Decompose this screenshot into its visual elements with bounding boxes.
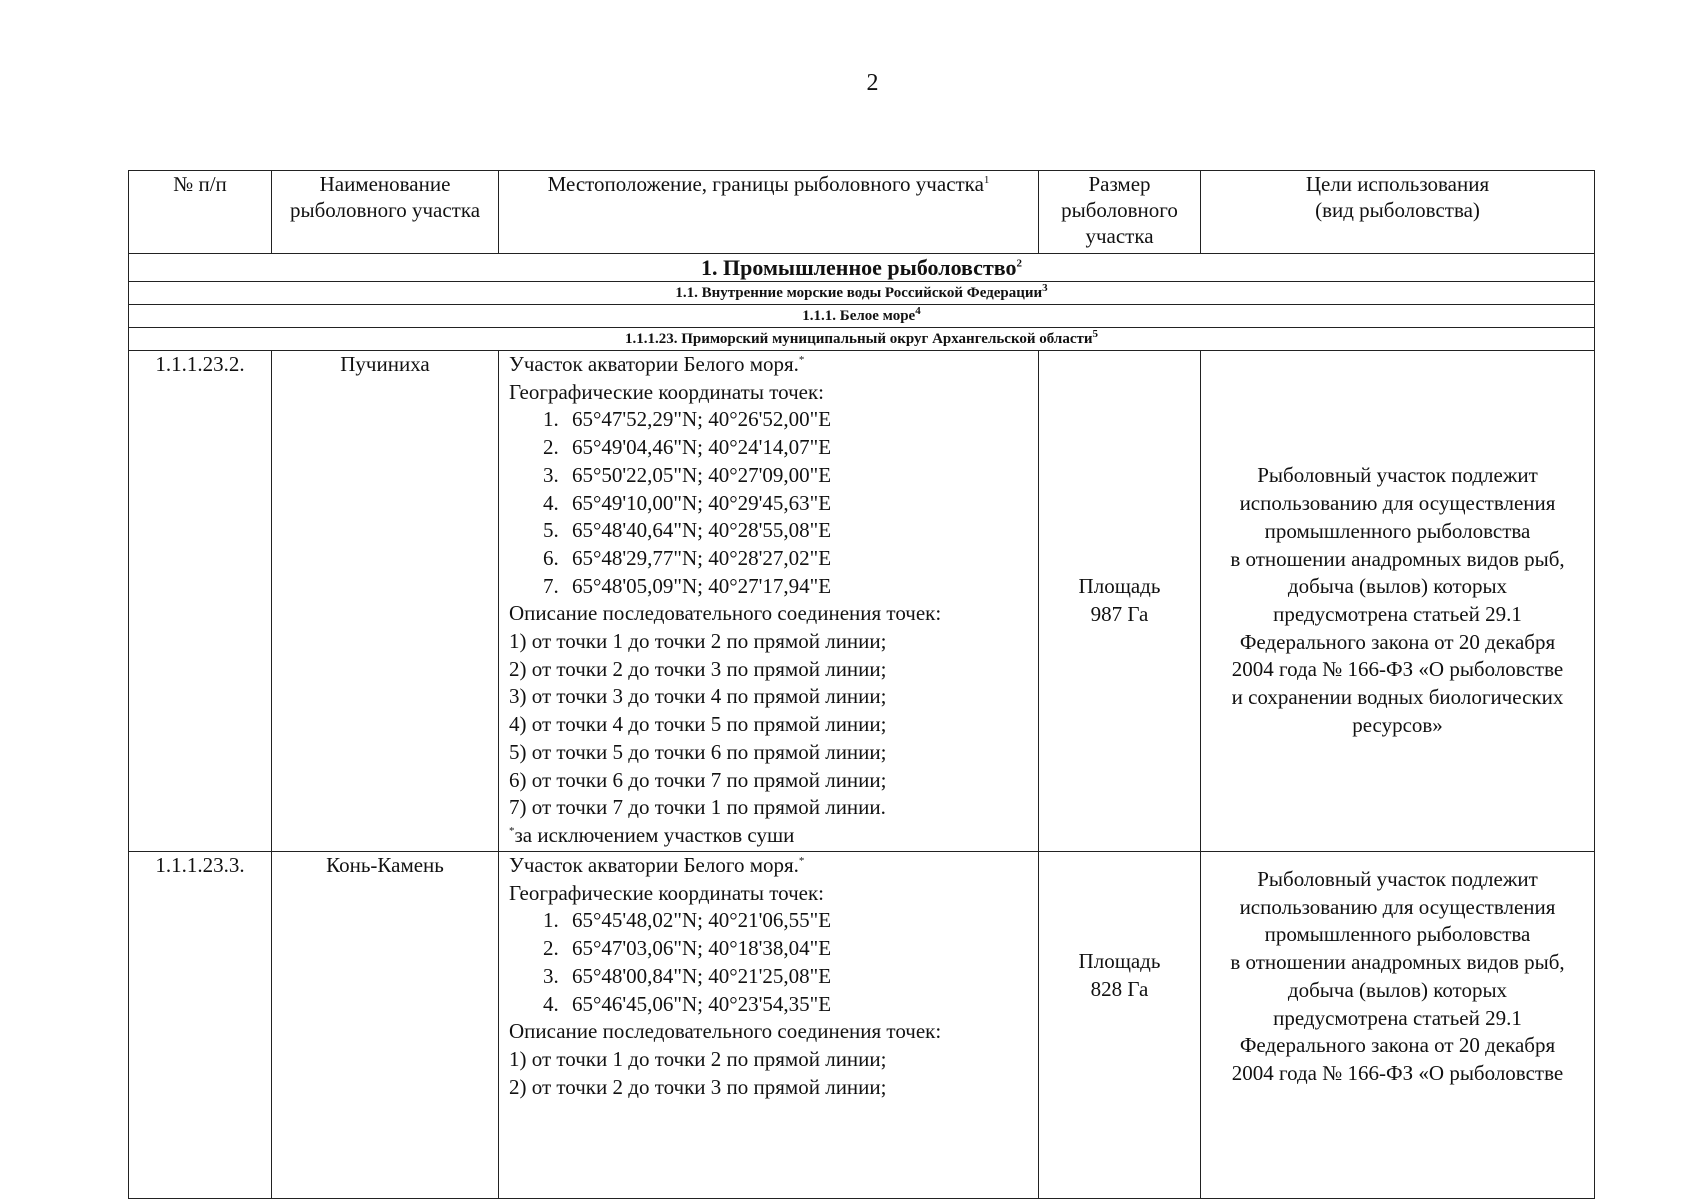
coords-label: Географические координаты точек:: [509, 379, 824, 404]
header-num: № п/п: [129, 171, 272, 254]
coord-item: 7. 65°48'05,09"N; 40°27'17,94"E: [564, 573, 1034, 601]
connection-item: 2) от точки 2 до точки 3 по прямой линии;: [509, 1074, 887, 1099]
goal-line: промышленного рыболовства: [1264, 518, 1531, 543]
area-size: [1039, 852, 1201, 1199]
section-heading-note: 3: [1042, 282, 1048, 294]
location-intro: [509, 351, 1034, 379]
goal-line: Рыболовный участок подлежит: [1257, 867, 1538, 891]
goal-line: в отношении анадромных видов рыб,: [1230, 950, 1565, 975]
area-goal: [1201, 852, 1595, 1199]
goal-line: ресурсов»: [1352, 712, 1443, 737]
goal-line: использованию для осуществления: [1239, 894, 1556, 919]
header-goal: [1201, 171, 1595, 254]
area-size-label: Площадь: [1078, 574, 1161, 599]
goal-line: Федерального закона от 20 декабря: [1239, 629, 1556, 654]
location-intro-note: *: [798, 354, 805, 366]
header-location-note: 1: [983, 174, 990, 186]
area-size-value: 828 Га: [1090, 976, 1149, 1001]
section-row: [129, 254, 1595, 282]
area-size-value: 987 Га: [1090, 602, 1149, 626]
goal-line: Рыболовный участок подлежит: [1257, 463, 1538, 488]
coord-item: 3. 65°50'22,05"N; 40°27'09,00"E: [564, 462, 1034, 490]
location-intro-text: Участок акватории Белого моря.: [509, 853, 799, 877]
connection-item: 6) от точки 6 до точки 7 по прямой линии;: [509, 767, 887, 792]
coords-list: [509, 406, 1034, 600]
header-name: Наименование рыболовного участка: [272, 171, 499, 254]
fishing-areas-table: [128, 170, 1595, 1199]
section-heading-text: 1. Промышленное рыболовство: [701, 255, 1017, 280]
header-location: [499, 171, 1039, 254]
footnote-text: за исключением участков суши: [514, 822, 795, 847]
section-heading-note: 5: [1092, 328, 1099, 340]
coord-item: 1. 65°47'52,29"N; 40°26'52,00"E: [564, 406, 1034, 434]
header-goal-line1: Цели использования: [1305, 172, 1490, 196]
area-name: Пучиниха: [272, 351, 499, 852]
header-size: Размер рыболовного участка: [1039, 171, 1201, 254]
connect-label: Описание последовательного соединения точек:: [509, 601, 942, 626]
goal-line: предусмотрена статьей 29.1: [1273, 1005, 1522, 1030]
table-row: [129, 852, 1595, 1199]
area-name: Конь-Камень: [272, 852, 499, 1199]
table-header-row: [129, 171, 1595, 254]
goal-line: и сохранении водных биологических: [1231, 685, 1564, 710]
section-heading-text: 1.1. Внутренние морские воды Российской Федерации: [675, 285, 1043, 301]
section-heading-text: 1.1.1.23. Приморский муниципальный округ Архангельской области: [624, 331, 1093, 347]
coord-item: 2. 65°47'03,06"N; 40°18'38,04"E: [564, 935, 1034, 963]
footnote: [509, 822, 1034, 850]
coord-item: 3. 65°48'00,84"N; 40°21'25,08"E: [564, 963, 1034, 991]
area-size: [1039, 351, 1201, 852]
connection-item: 1) от точки 1 до точки 2 по прямой линии;: [509, 1046, 887, 1071]
row-number: 1.1.1.23.3.: [129, 852, 272, 1199]
connection-item: 5) от точки 5 до точки 6 по прямой линии;: [509, 739, 887, 764]
section-heading: [129, 282, 1595, 305]
header-location-text: Местоположение, границы рыболовного участка: [547, 172, 984, 196]
section-heading-text: 1.1.1. Белое море: [802, 308, 916, 324]
section-heading-note: 2: [1016, 257, 1022, 270]
section-row: [129, 305, 1595, 328]
table-row: [129, 351, 1595, 852]
goal-line: 2004 года № 166-ФЗ «О рыболовстве: [1231, 1060, 1564, 1085]
coord-item: 5. 65°48'40,64"N; 40°28'55,08"E: [564, 517, 1034, 545]
row-number: 1.1.1.23.2.: [129, 351, 272, 852]
section-heading-note: 4: [915, 305, 921, 317]
area-goal: [1201, 351, 1595, 852]
goal-line: Федерального закона от 20 декабря: [1239, 1033, 1556, 1058]
page-number: 2: [866, 70, 879, 96]
connection-item: 4) от точки 4 до точки 5 по прямой линии;: [509, 712, 887, 737]
goal-line: в отношении анадромных видов рыб,: [1230, 546, 1565, 571]
coord-item: 2. 65°49'04,46"N; 40°24'14,07"E: [564, 434, 1034, 462]
section-row: [129, 328, 1595, 351]
coords-label: Географические координаты точек:: [509, 880, 824, 905]
coords-list: [509, 907, 1034, 1018]
header-goal-line2: (вид рыболовства): [1315, 198, 1480, 222]
section-heading: [129, 254, 1595, 282]
location-intro-text: Участок акватории Белого моря.: [509, 352, 799, 376]
section-heading: [129, 328, 1595, 351]
coord-item: 1. 65°45'48,02"N; 40°21'06,55"E: [564, 907, 1034, 935]
connect-label: Описание последовательного соединения точек:: [509, 1019, 942, 1044]
coord-item: 4. 65°46'45,06"N; 40°23'54,35"E: [564, 991, 1034, 1019]
goal-line: использованию для осуществления: [1239, 491, 1556, 516]
location-intro: [509, 852, 1034, 880]
goal-line: добыча (вылов) которых: [1287, 977, 1508, 1002]
coord-item: 6. 65°48'29,77"N; 40°28'27,02"E: [564, 545, 1034, 573]
connection-item: 3) от точки 3 до точки 4 по прямой линии;: [509, 684, 887, 709]
connection-item: 7) от точки 7 до точки 1 по прямой линии.: [509, 795, 886, 820]
section-row: [129, 282, 1595, 305]
goal-line: предусмотрена статьей 29.1: [1273, 602, 1522, 626]
section-heading: [129, 305, 1595, 328]
goal-line: промышленного рыболовства: [1264, 922, 1531, 947]
goal-line: 2004 года № 166-ФЗ «О рыболовстве: [1231, 657, 1564, 682]
area-size-label: Площадь: [1078, 949, 1161, 973]
footnote-mark: *: [509, 824, 515, 837]
location-intro-note: *: [798, 855, 805, 867]
connection-item: 2) от точки 2 до точки 3 по прямой линии;: [509, 656, 887, 681]
coord-item: 4. 65°49'10,00"N; 40°29'45,63"E: [564, 490, 1034, 518]
area-location: [499, 351, 1039, 852]
connection-item: 1) от точки 1 до точки 2 по прямой линии;: [509, 629, 887, 654]
goal-line: добыча (вылов) которых: [1287, 574, 1508, 599]
area-location: [499, 852, 1039, 1199]
